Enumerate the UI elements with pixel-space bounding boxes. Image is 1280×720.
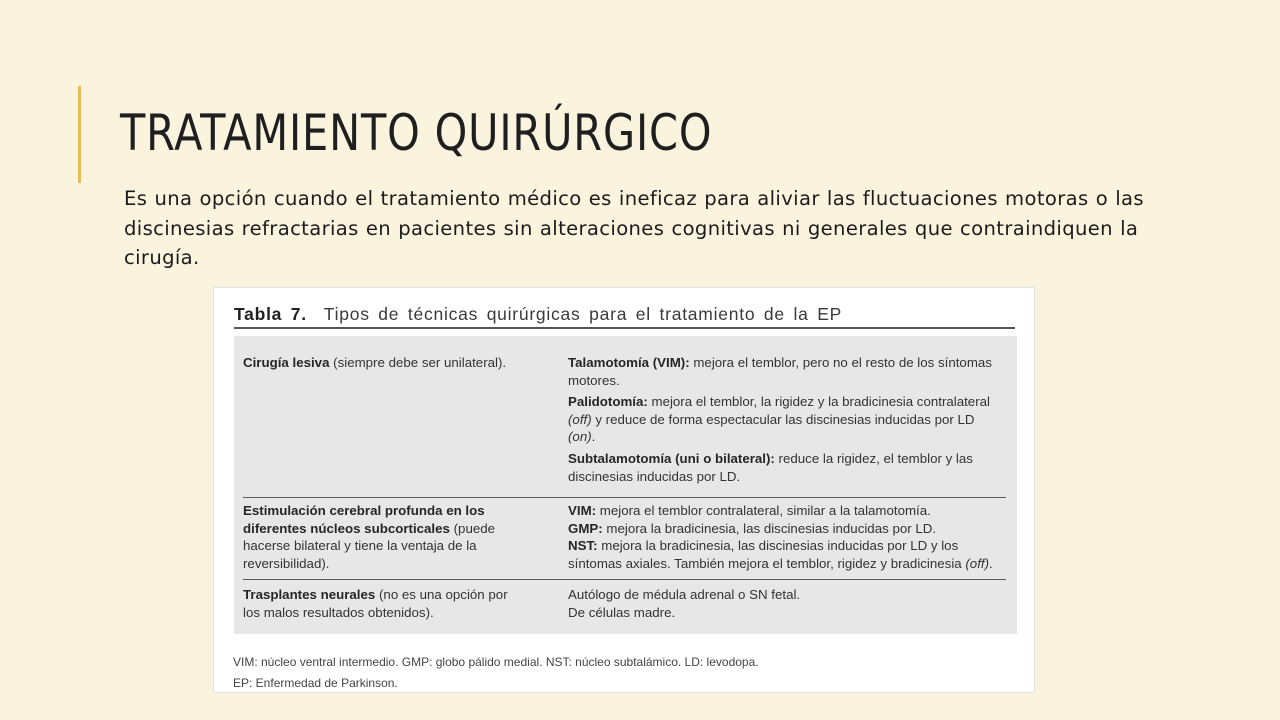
table-title xyxy=(234,304,842,325)
title-accent-bar xyxy=(78,86,81,183)
table-number: Tabla 7. xyxy=(234,304,307,324)
table-footnote-ep: EP: Enfermedad de Parkinson. xyxy=(233,676,398,690)
row-3-technique xyxy=(243,586,523,621)
table-image xyxy=(213,287,1035,693)
table-body xyxy=(234,336,1017,634)
row-divider xyxy=(243,497,1006,498)
row-2-technique-note: (puede hacerse bilateral y tiene la ventaja de la reversibilidad). xyxy=(243,520,496,571)
slide-title: TRATAMIENTO QUIRÚRGICO xyxy=(120,104,713,162)
row-2-item-3: NST: mejora la bradicinesia, las discinesias inducidas por LD y los síntomas axiales. También mejora el temblor, rigidez y bradicinesia (off). xyxy=(568,538,993,571)
row-3-technique-note: (no es una opción por los malos resultados obtenidos). xyxy=(243,587,508,620)
row-1-description xyxy=(568,354,998,485)
intro-paragraph: Es una opción cuando el tratamiento médico es ineficaz para aliviar las fluctuaciones motoras o las discinesias refractarias en pacientes sin alteraciones cognitivas ni generales que contraindiquen la cirugía. xyxy=(124,187,1144,269)
row-3-item-2: De células madre. xyxy=(568,604,676,620)
row-3-item-1: Autólogo de médula adrenal o SN fetal. xyxy=(568,587,801,602)
row-1-technique xyxy=(243,354,543,372)
row-2-item-2: GMP: mejora la bradicinesia, las discinesias inducidas por LD. xyxy=(568,520,937,536)
row-1-item-2: Palidotomía: mejora el temblor, la rigidez y la bradicinesia contralateral (off) y reduce de forma espectacular las discinesias inducidas por LD (on). xyxy=(568,394,990,445)
row-1-technique-note: (siempre debe ser unilateral). xyxy=(329,355,507,370)
table-caption: Tipos de técnicas quirúrgicas para el tratamiento de la EP xyxy=(323,304,843,324)
row-2-technique xyxy=(243,502,513,572)
row-3-technique-name: Trasplantes neurales xyxy=(243,587,376,602)
row-2-item-1: VIM: mejora el temblor contralateral, similar a la talamotomía. xyxy=(568,503,931,518)
row-2-technique-name: Estimulación cerebral profunda en los diferentes núcleos subcorticales xyxy=(243,503,485,536)
row-2-description xyxy=(568,502,998,572)
table-footnote-abbreviations: VIM: núcleo ventral intermedio. GMP: globo pálido medial. NST: núcleo subtalámico. LD: levodopa. xyxy=(233,655,759,669)
row-3-description xyxy=(568,586,998,621)
row-1-item-3: Subtalamotomía (uni o bilateral): reduce la rigidez, el temblor y las discinesias inducidas por LD. xyxy=(568,450,973,484)
table-title-rule xyxy=(234,327,1015,329)
row-1-item-1: Talamotomía (VIM): mejora el temblor, pero no el resto de los síntomas motores. xyxy=(568,355,992,388)
row-1-technique-name: Cirugía lesiva xyxy=(243,355,330,370)
row-divider xyxy=(243,579,1006,580)
